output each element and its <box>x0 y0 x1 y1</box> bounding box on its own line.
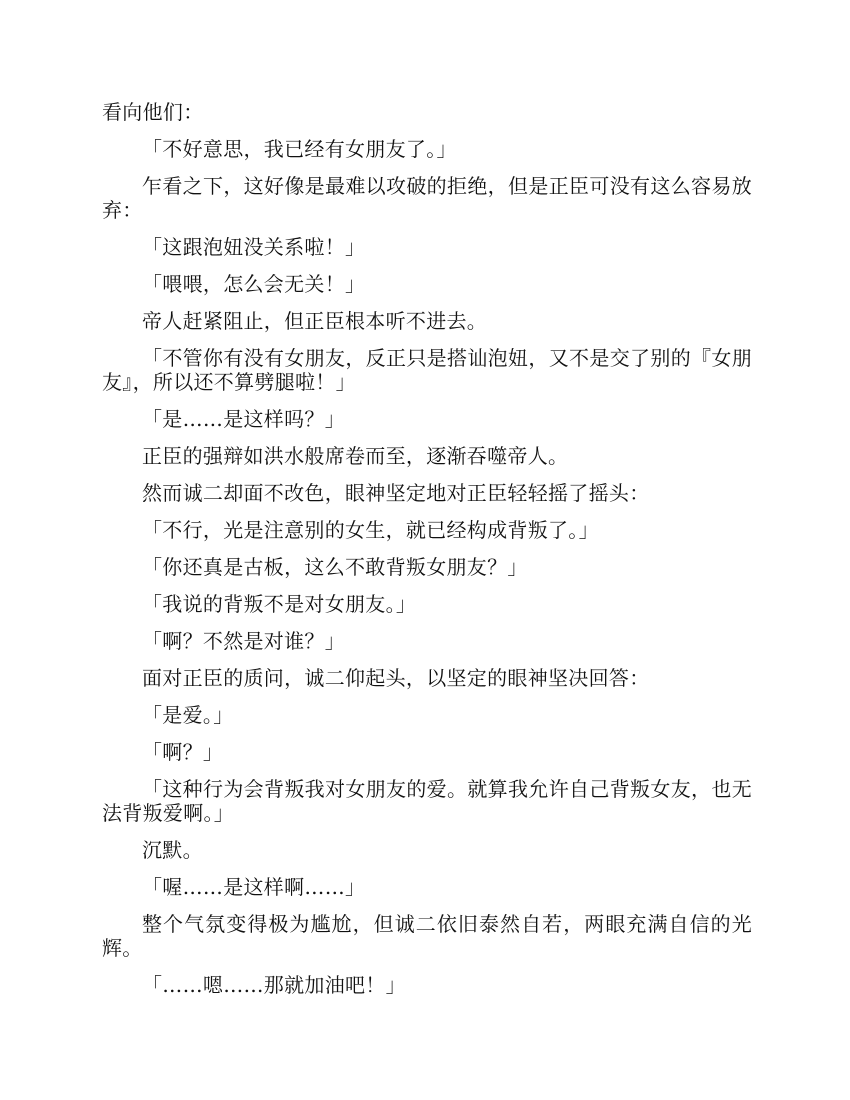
paragraph-10: 然而诚二却面不改色，眼神坚定地对正臣轻轻摇了摇头： <box>142 481 650 505</box>
paragraph-2: 「不好意思，我已经有女朋友了。」 <box>142 137 457 161</box>
paragraph-7: 「不管你有没有女朋友，反正只是搭讪泡妞，又不是交了别的『女朋友』，所以还不算劈腿啦！」 <box>102 346 752 394</box>
paragraph-9: 正臣的强辩如洪水般席卷而至，逐渐吞噬帝人。 <box>142 444 569 468</box>
paragraph-22: 「……嗯……那就加油吧！」 <box>142 973 406 997</box>
paragraph-16: 「是爱。」 <box>142 703 234 727</box>
paragraph-8: 「是……是这样吗？」 <box>142 407 345 431</box>
paragraph-18: 「这种行为会背叛我对女朋友的爱。就算我允许自己背叛女友，也无法背叛爱啊。」 <box>102 777 752 825</box>
paragraph-20: 「喔……是这样啊……」 <box>142 875 366 899</box>
paragraph-13: 「我说的背叛不是对女朋友。」 <box>142 592 417 616</box>
paragraph-6: 帝人赶紧阻止，但正臣根本听不进去。 <box>142 309 488 333</box>
paragraph-17: 「啊？」 <box>142 740 224 764</box>
paragraph-5: 「喂喂，怎么会无关！」 <box>142 272 366 296</box>
paragraph-12: 「你还真是古板，这么不敢背叛女朋友？」 <box>142 555 528 579</box>
paragraph-1: 看向他们： <box>102 100 204 124</box>
paragraph-15: 面对正臣的质问，诚二仰起头，以坚定的眼神坚决回答： <box>142 666 650 690</box>
paragraph-14: 「啊？不然是对谁？」 <box>142 629 345 653</box>
paragraph-4: 「这跟泡妞没关系啦！」 <box>142 235 366 259</box>
paragraph-3: 乍看之下，这好像是最难以攻破的拒绝，但是正臣可没有这么容易放弃： <box>102 174 752 222</box>
body-text <box>102 100 752 1010</box>
paragraph-19: 沉默。 <box>142 838 203 862</box>
paragraph-21: 整个气氛变得极为尴尬，但诚二依旧泰然自若，两眼充满自信的光辉。 <box>102 912 752 960</box>
paragraph-11: 「不行，光是注意别的女生，就已经构成背叛了。」 <box>142 518 599 542</box>
